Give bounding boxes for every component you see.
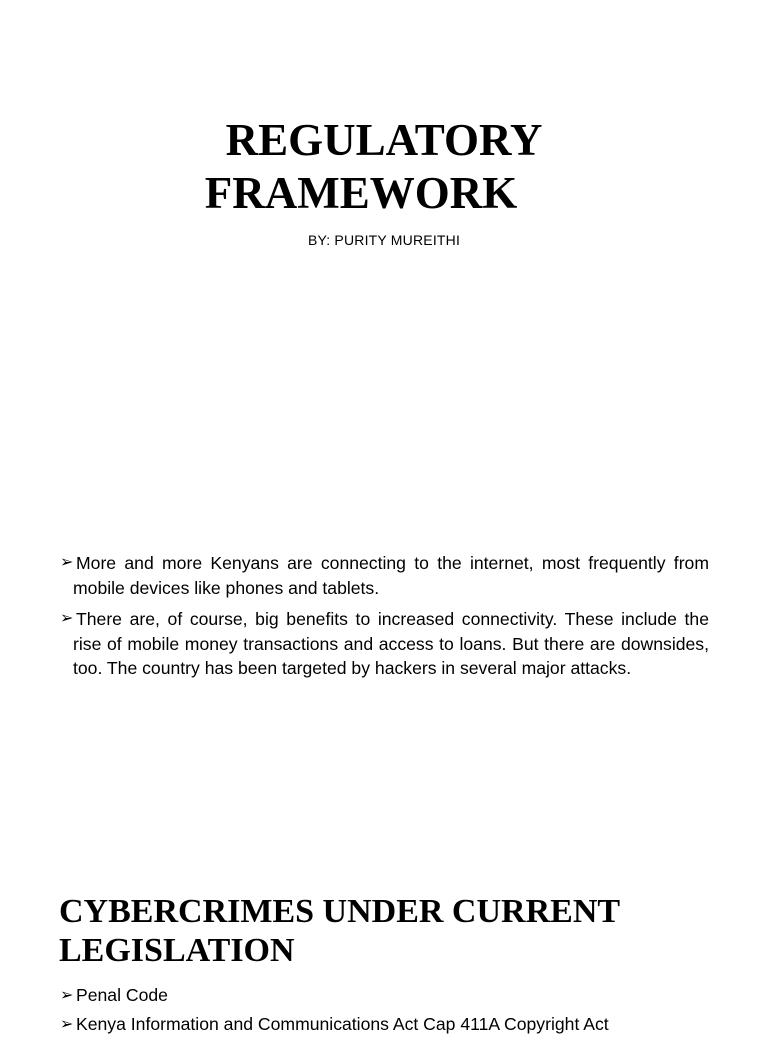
intro-bullet-list [60, 551, 709, 688]
arrow-bullet-icon: ➢ [60, 1016, 74, 1033]
arrow-bullet-icon: ➢ [60, 554, 74, 571]
bullet-item [60, 1012, 720, 1037]
bullet-item [60, 551, 709, 600]
bullet-text: There are, of course, big benefits to increased connectivity. These include the rise of mobile money transactions and access to loans. But there are downsides, too. The country has been targeted by hackers in several major attacks. [73, 609, 709, 678]
bullet-item [60, 607, 709, 681]
author-byline: BY: PURITY MUREITHI [307, 232, 461, 248]
slide-title [160, 114, 608, 220]
bullet-text: Kenya Information and Communications Act Cap 411A Copyright Act [76, 1014, 609, 1034]
bullet-item [60, 983, 720, 1008]
arrow-bullet-icon: ➢ [60, 610, 74, 627]
bullet-text: Penal Code [76, 985, 168, 1005]
section-title: CYBERCRIMES UNDER CURRENT LEGISLATION [59, 893, 620, 969]
legislation-bullet-list [60, 983, 720, 1041]
arrow-bullet-icon: ➢ [60, 987, 74, 1004]
slide-title-line-1: REGULATORY [225, 115, 543, 165]
slide-title-line-2: FRAMEWORK [204, 168, 518, 218]
bullet-text: More and more Kenyans are connecting to the internet, most frequently from mobile devices like phones and tablets. [73, 553, 709, 598]
